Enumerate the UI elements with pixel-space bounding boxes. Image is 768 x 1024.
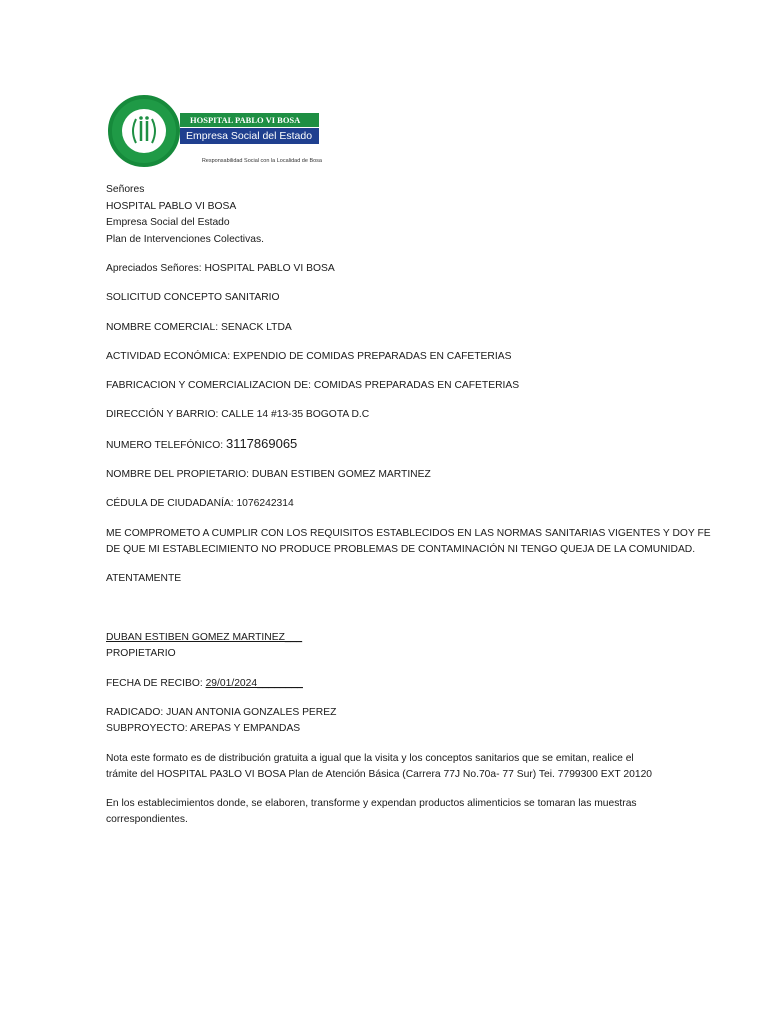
note-2-line-2: correspondientes.: [106, 814, 188, 825]
logo-emblem-icon: [108, 95, 180, 167]
manufacturing: FABRICACION Y COMERCIALIZACION DE: COMIDAS PREPARADAS EN CAFETERIAS: [106, 380, 520, 391]
receipt-date: 29/01/2024________: [205, 678, 303, 689]
signature-name: DUBAN ESTIBEN GOMEZ MARTINEZ___: [106, 632, 303, 643]
request-title: SOLICITUD CONCEPTO SANITARIO: [106, 292, 280, 303]
economic-activity: ACTIVIDAD ECONÓMICA: EXPENDIO DE COMIDAS PREPARADAS EN CAFETERIAS: [106, 351, 512, 362]
owner-name: NOMBRE DEL PROPIETARIO: DUBAN ESTIBEN GOMEZ MARTINEZ: [106, 469, 431, 480]
address-line-2: HOSPITAL PABLO VI BOSA: [106, 201, 237, 212]
note-1-line-2: trámite del HOSPITAL PA3LO VI BOSA Plan de Atención Básica (Carrera 77J No.70a- 77 Sur) Tei. 7799300 EXT 20120: [106, 769, 653, 780]
phone-label: NUMERO TELEFÓNICO:: [106, 440, 226, 451]
receipt-label: FECHA DE RECIBO:: [106, 678, 206, 689]
logo-subtitle: Empresa Social del Estado: [180, 128, 319, 144]
address-line-3: Empresa Social del Estado: [106, 217, 230, 228]
greeting: Apreciados Señores: HOSPITAL PABLO VI BOSA: [106, 263, 335, 274]
commercial-name: NOMBRE COMERCIAL: SENACK LTDA: [106, 322, 292, 333]
logo-tagline: Responsabilidad Social con la Localidad de Bosa: [201, 158, 322, 164]
monogram-icon: [122, 109, 166, 153]
subproject: SUBPROYECTO: AREPAS Y EMPANDAS: [106, 723, 301, 734]
note-2-line-1: En los establecimientos donde, se elaboren, transforme y expendan productos alimenticios se tomaran las muestras: [106, 798, 637, 809]
signature-role: PROPIETARIO: [106, 648, 176, 659]
phone-value: 3117869065: [225, 436, 298, 451]
closing: ATENTAMENTE: [106, 573, 182, 584]
logo-monogram: [122, 109, 166, 153]
logo-title: HOSPITAL PABLO VI BOSA: [180, 113, 319, 127]
phone-line: [106, 436, 297, 455]
commitment-line-2: DE QUE MI ESTABLECIMIENTO NO PRODUCE PROBLEMAS DE CONTAMINACIÓN NI TENGO QUEJA DE LA COMUNIDAD.: [106, 544, 696, 555]
address-line-1: Señores: [106, 184, 145, 195]
business-address: DIRECCIÓN Y BARRIO: CALLE 14 #13-35 BOGOTA D.C: [106, 409, 370, 420]
radicado: RADICADO: JUAN ANTONIA GONZALES PEREZ: [106, 707, 337, 718]
note-1-line-1: Nota este formato es de distribución gratuita a igual que la visita y los conceptos sanitarios que se emitan, realice el: [106, 753, 634, 764]
id-card: CÉDULA DE CIUDADANÍA: 1076242314: [106, 498, 294, 509]
hospital-logo: [108, 95, 322, 167]
address-line-4: Plan de Intervenciones Colectivas.: [106, 234, 264, 245]
receipt-line: [106, 676, 303, 693]
commitment-line-1: ME COMPROMETO A CUMPLIR CON LOS REQUISITOS ESTABLECIDOS EN LAS NORMAS SANITARIAS VIGENTES Y DOY FE: [106, 528, 711, 539]
